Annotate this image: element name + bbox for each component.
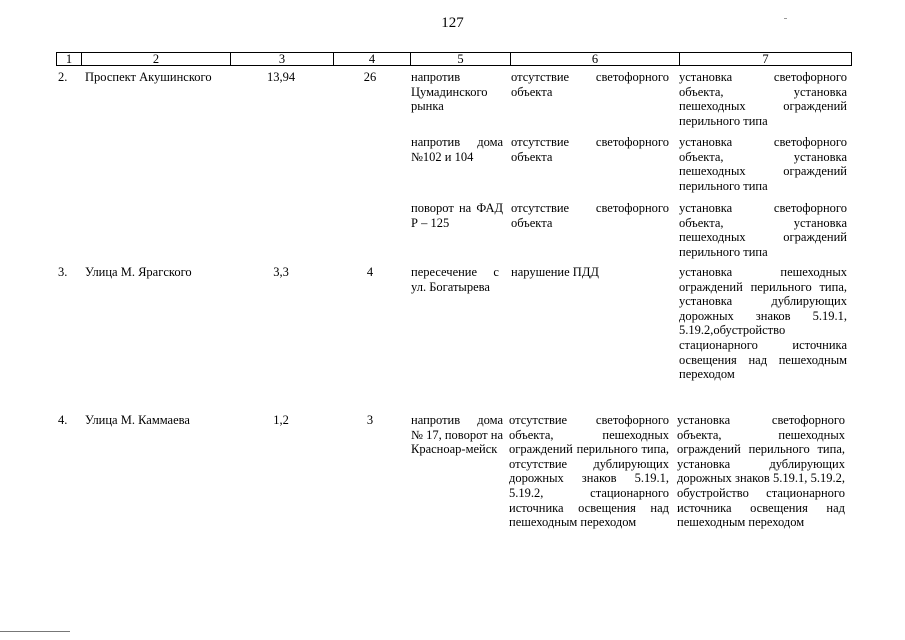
street-name: Улица М. Каммаева <box>85 413 190 427</box>
column-header-3: 3 <box>231 53 334 66</box>
location-text: напротив Цумадинского рынка <box>411 70 488 114</box>
page-number: 127 <box>441 15 464 31</box>
location-text: пересечение с ул. Богатырева <box>411 265 499 294</box>
row-number: 3. <box>58 265 68 279</box>
col4-value: 4 <box>366 265 374 279</box>
scan-edge-line <box>0 631 70 632</box>
problem-text: нарушение ПДД <box>511 265 599 279</box>
location-text: поворот на ФАД Р – 125 <box>411 201 503 230</box>
column-header-row <box>56 52 852 66</box>
column-header-7: 7 <box>680 53 852 66</box>
measures-text: установка светофорного объекта, установка пешеходных ограждений перильного типа <box>679 70 847 128</box>
column-header-2: 2 <box>82 53 231 66</box>
col4-value: 26 <box>363 70 377 84</box>
column-header-4: 4 <box>334 53 411 66</box>
problem-text: отсутствие светофорного объекта <box>511 201 669 230</box>
measures-text: установка светофорного объекта, установка пешеходных ограждений перильного типа <box>679 201 847 259</box>
col4-value: 3 <box>366 413 374 427</box>
street-name: Проспект Акушинского <box>85 70 212 84</box>
scan-mark <box>784 18 787 19</box>
col3-value: 1,2 <box>273 413 289 427</box>
measures-text: установка светофорного объекта, пешеходных ограждений перильного типа, установка дублирующих дорожных знаков 5.19.1, 5.19.2, обустройство стационарного источника освещения над пешеходным переходом <box>677 413 845 530</box>
row-number: 4. <box>58 413 68 427</box>
problem-text: отсутствие светофорного объекта <box>511 70 669 99</box>
col3-value: 13,94 <box>266 70 296 84</box>
column-header-5: 5 <box>411 53 511 66</box>
measures-text: установка пешеходных ограждений перильного типа, установка дублирующих дорожных знаков 5.19.1, 5.19.2,обустройство стационарного источника освещения над пешеходным переходом <box>679 265 847 382</box>
location-text: напротив дома №102 и 104 <box>411 135 503 164</box>
row-number: 2. <box>58 70 68 84</box>
column-header-6: 6 <box>511 53 680 66</box>
column-header-1: 1 <box>57 53 82 66</box>
street-name: Улица М. Ярагского <box>85 265 192 279</box>
location-text: напротив дома № 17, поворот на Красноар-мейск <box>411 413 503 457</box>
col3-value: 3,3 <box>273 265 289 279</box>
measures-text: установка светофорного объекта, установка пешеходных ограждений перильного типа <box>679 135 847 193</box>
problem-text: отсутствие светофорного объекта, пешеходных ограждений перильного типа, отсутствие дублирующих дорожных знаков 5.19.1, 5.19.2, стационарного источника освещения над пешеходным переходом <box>509 413 669 530</box>
problem-text: отсутствие светофорного объекта <box>511 135 669 164</box>
